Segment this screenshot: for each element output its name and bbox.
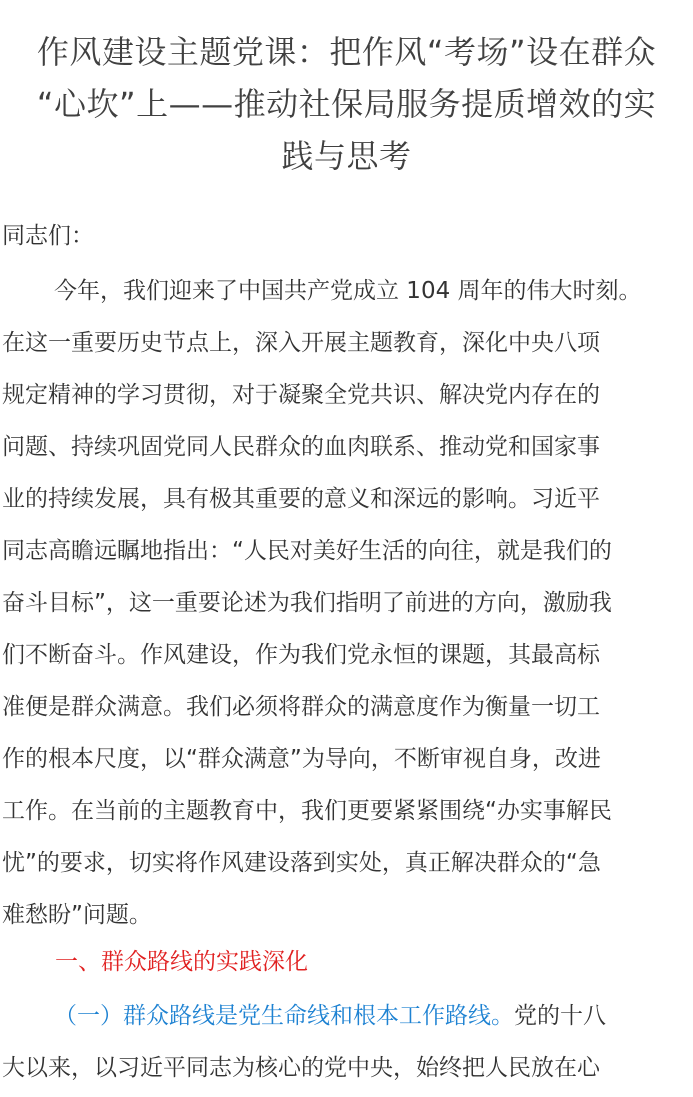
body-line: 作的根本尺度，以“群众满意”为导向，不断审视自身，改进: [2, 746, 601, 772]
body-line: 奋斗目标”，这一重要论述为我们指明了前进的方向，激励我: [2, 590, 612, 616]
title-line-1: 作风建设主题党课：把作风“考场”设在群众: [36, 33, 657, 71]
body-line: 准便是群众满意。我们必须将群众的满意度作为衡量一切工: [2, 694, 600, 720]
body-line: 工作。在当前的主题教育中，我们更要紧紧围绕“办实事解民: [2, 798, 612, 824]
article-title: [0, 26, 693, 182]
body-line: 规定精神的学习贯彻，对于凝聚全党共识、解决党内存在的: [2, 382, 600, 408]
body-line-rest: 党的十八: [514, 1003, 606, 1029]
salutation: 同志们：: [2, 223, 94, 249]
body-line: 们不断奋斗。作风建设，作为我们党永恒的课题，其最高标: [2, 642, 600, 668]
body-line: 大以来，以习近平同志为核心的党中央，始终把人民放在心: [2, 1055, 600, 1081]
body-line: 业的持续发展，具有极其重要的意义和深远的影响。习近平: [2, 486, 600, 512]
section-heading: 一、群众路线的实践深化: [55, 949, 308, 975]
subsection-heading: （一）群众路线是党生命线和根本工作路线。: [54, 1003, 514, 1029]
body-line: 同志高瞻远瞩地指出：“人民对美好生活的向往，就是我们的: [2, 538, 612, 564]
title-line-2: “心坎”上——推动社保局服务提质增效的实: [36, 85, 657, 123]
section-paragraph: [2, 990, 693, 1094]
body-line: 今年，我们迎来了中国共产党成立 104 周年的伟大时刻。: [54, 278, 642, 304]
intro-paragraph: [2, 265, 693, 941]
body-line: 忧”的要求，切实将作风建设落到实处，真正解决群众的“急: [2, 850, 601, 876]
body-line: 在这一重要历史节点上，深入开展主题教育，深化中央八项: [2, 330, 600, 356]
body-line: 问题、持续巩固党同人民群众的血肉联系、推动党和国家事: [2, 434, 600, 460]
body-line: 难愁盼”问题。: [2, 902, 152, 928]
title-line-3: 践与思考: [281, 137, 412, 175]
body-line: [2, 990, 693, 1042]
